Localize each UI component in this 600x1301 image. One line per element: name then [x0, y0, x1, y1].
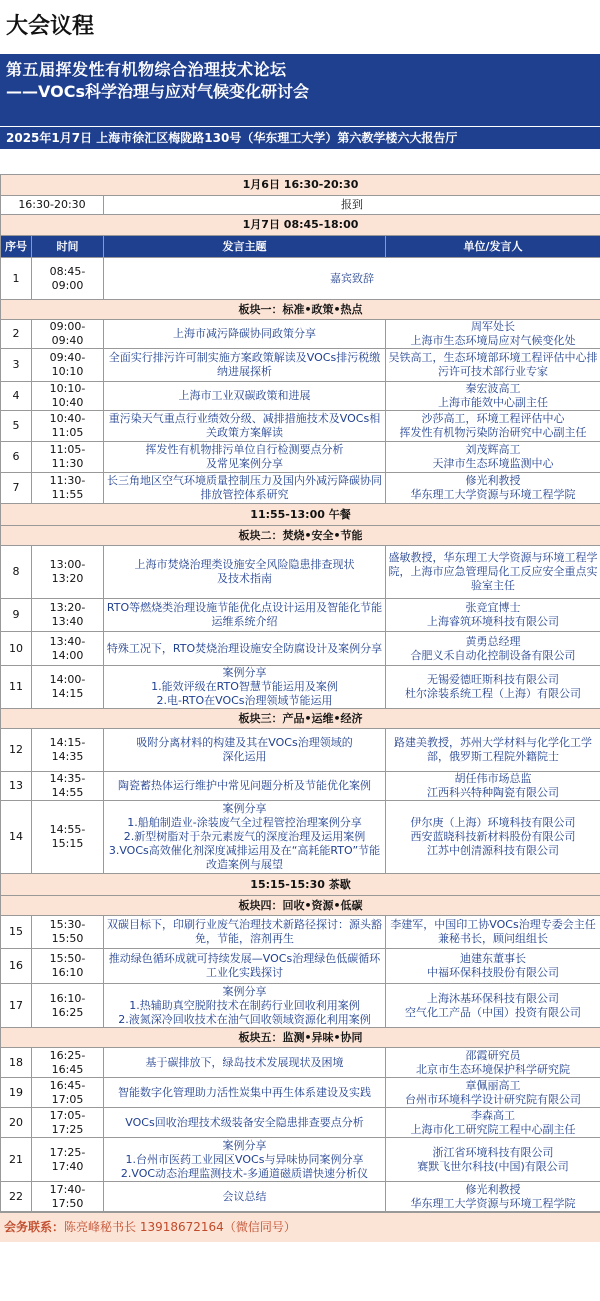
row-topic: 嘉宾致辞: [104, 258, 600, 300]
table-row: [1, 411, 600, 442]
row-speaker: 伊尔庚（上海）环境科技有限公司 西安蓝晓科技新材料股份有限公司 江苏中创清源科技有限公司: [386, 801, 600, 874]
row-topic: VOCs回收治理技术级装备安全隐患排查要点分析: [104, 1108, 386, 1138]
table-row: [1, 632, 600, 666]
header-no: 序号: [1, 236, 32, 258]
table-row: [1, 801, 600, 874]
row-no: 11: [1, 666, 32, 709]
row-speaker: 无锡爱德旺斯科技有限公司 杜尔涂装系统工程（上海）有限公司: [386, 666, 600, 709]
row-topic: 上海市焚烧治理类设施安全风险隐患排查现状 及技术指南: [104, 546, 386, 599]
row-topic: 案例分享 1.热辅助真空脱附技术在制药行业回收利用案例 2.液氮深冷回收技术在油气回收领域资源化利用案例: [104, 984, 386, 1028]
banner-title-2: ——VOCs科学治理与应对气候变化研讨会: [6, 82, 309, 101]
row-no: 18: [1, 1048, 32, 1078]
day1-row: [1, 175, 600, 196]
row-topic: 全面实行排污许可制实施方案政策解读及VOCs排污税缴纳进展探析: [104, 349, 386, 382]
row-time: 10:40-11:05: [32, 411, 104, 442]
row-no: 19: [1, 1078, 32, 1108]
row-speaker: 张竞宜博士 上海睿筑环境科技有限公司: [386, 599, 600, 632]
row-time: 15:30-15:50: [32, 916, 104, 949]
section-header: [1, 896, 600, 916]
header-topic: 发言主题: [104, 236, 386, 258]
row-no: 12: [1, 729, 32, 772]
row-speaker: 秦宏波高工 上海市能效中心副主任: [386, 382, 600, 411]
table-row: [1, 382, 600, 411]
table-row: [1, 442, 600, 473]
section-title: 板块四：回收•资源•低碳: [1, 896, 600, 916]
break-label: 11:55-13:00 午餐: [1, 504, 600, 526]
table-header: [1, 236, 600, 258]
section-title: 板块一：标准•政策•热点: [1, 300, 600, 320]
row-time: 14:35-14:55: [32, 772, 104, 801]
row-no: 16: [1, 949, 32, 984]
row-speaker: 刘茂辉高工 天津市生态环境监测中心: [386, 442, 600, 473]
row-speaker: 迪建东董事长 中福环保科技股份有限公司: [386, 949, 600, 984]
spacer: [0, 149, 600, 174]
row-no: 8: [1, 546, 32, 599]
row-time: 08:45-09:00: [32, 258, 104, 300]
row-topic: 长三角地区空气环境质量控制压力及国内外减污降碳协同排放管控体系研究: [104, 473, 386, 504]
header-speaker: 单位/发言人: [386, 236, 600, 258]
row-time: 11:05-11:30: [32, 442, 104, 473]
row-no: 4: [1, 382, 32, 411]
row-topic: 案例分享 1.台州市医药工业园区VOCs与异味协同案例分享 2.VOC动态治理监测技术-多通道磁质谱快速分析仪: [104, 1138, 386, 1182]
row-no: 6: [1, 442, 32, 473]
day2-row: [1, 215, 600, 236]
table-row: [1, 1078, 600, 1108]
row-topic: 上海市工业双碳政策和进展: [104, 382, 386, 411]
row-no: 20: [1, 1108, 32, 1138]
section-title: 板块五：监测•异味•协同: [1, 1028, 600, 1048]
opening-row: [1, 258, 600, 300]
footer-label: 会务联系：: [4, 1220, 65, 1234]
row-no: 21: [1, 1138, 32, 1182]
row-speaker: 沙莎高工，环境工程评估中心 挥发性有机物污染防治研究中心副主任: [386, 411, 600, 442]
row-time: 14:15-14:35: [32, 729, 104, 772]
row-topic: 案例分享 1.船舶制造业-涂装废气全过程管控治理案例分享 2.新型树脂对于杂元素废气的深度治理及运用案例 3.VOCs高效催化剂深度减排运用及在“高耗能RTO”节能改造案例与展望: [104, 801, 386, 874]
row-speaker: 胡任伟市场总监 江西科兴特种陶瓷有限公司: [386, 772, 600, 801]
row-speaker: 浙江省环境科技有限公司 赛默飞世尔科技(中国)有限公司: [386, 1138, 600, 1182]
banner-title-1: 第五届挥发性有机物综合治理技术论坛: [6, 60, 287, 79]
table-row: [1, 473, 600, 504]
table-row: [1, 949, 600, 984]
row-topic: 陶瓷蓄热体运行维护中常见问题分析及节能优化案例: [104, 772, 386, 801]
row-time: 13:40-14:00: [32, 632, 104, 666]
row-topic: 推动绿色循环成就可持续发展—VOCs治理绿色低碳循环工业化实践探讨: [104, 949, 386, 984]
row-time: 11:30-11:55: [32, 473, 104, 504]
row-no: 13: [1, 772, 32, 801]
row-topic: 吸附分离材料的构建及其在VOCs治理领域的 深化运用: [104, 729, 386, 772]
table-row: [1, 984, 600, 1028]
row-topic: 特殊工况下，RTO焚烧治理设施安全防腐设计及案例分享: [104, 632, 386, 666]
row-no: 7: [1, 473, 32, 504]
row-time: 10:10-10:40: [32, 382, 104, 411]
break-row: [1, 504, 600, 526]
row-no: 3: [1, 349, 32, 382]
row-speaker: 修光利教授 华东理工大学资源与环境工程学院: [386, 1182, 600, 1212]
registration-text: 报到: [104, 196, 600, 215]
row-no: 14: [1, 801, 32, 874]
registration-row: [1, 196, 600, 215]
table-row: [1, 772, 600, 801]
row-speaker: 修光利教授 华东理工大学资源与环境工程学院: [386, 473, 600, 504]
table-row: [1, 349, 600, 382]
banner: [0, 54, 600, 126]
row-speaker: 上海沐基环保科技有限公司 空气化工产品（中国）投资有限公司: [386, 984, 600, 1028]
table-row: [1, 1048, 600, 1078]
row-speaker: 黄勇总经理 合肥义禾自动化控制设备有限公司: [386, 632, 600, 666]
break-label: 15:15-15:30 茶歇: [1, 874, 600, 896]
row-speaker: 邵霞研究员 北京市生态环境保护科学研究院: [386, 1048, 600, 1078]
table-row: [1, 599, 600, 632]
row-speaker: 盛敏教授，华东理工大学资源与环境工程学院，上海市应急管理局化工反应安全重点实验室主任: [386, 546, 600, 599]
row-time: 13:20-13:40: [32, 599, 104, 632]
break-row: [1, 874, 600, 896]
table-row: [1, 1138, 600, 1182]
row-topic: 基于碳排放下，绿岛技术发展现状及困境: [104, 1048, 386, 1078]
table-row: [1, 666, 600, 709]
row-topic: RTO等燃烧类治理设施节能优化点设计运用及智能化节能运维系统介绍: [104, 599, 386, 632]
row-time: 16:25-16:45: [32, 1048, 104, 1078]
row-no: 5: [1, 411, 32, 442]
table-row: [1, 320, 600, 349]
section-header: [1, 1028, 600, 1048]
row-time: 14:55-15:15: [32, 801, 104, 874]
row-no: 17: [1, 984, 32, 1028]
row-speaker: 路建美教授，苏州大学材料与化学化工学部，俄罗斯工程院外籍院士: [386, 729, 600, 772]
day2-label: 1月7日 08:45-18:00: [1, 215, 600, 236]
row-topic: 双碳目标下，印刷行业废气治理技术新路径探讨：源头豁免，节能，溶剂再生: [104, 916, 386, 949]
section-title: 板块二：焚烧•安全•节能: [1, 526, 600, 546]
table-row: [1, 729, 600, 772]
table-row: [1, 1108, 600, 1138]
row-time: 17:25-17:40: [32, 1138, 104, 1182]
table-row: [1, 916, 600, 949]
row-speaker: 吴铁高工，生态环境部环境工程评估中心排污许可技术部行业专家: [386, 349, 600, 382]
section-header: [1, 300, 600, 320]
footer-contact: [0, 1212, 600, 1242]
section-header: [1, 709, 600, 729]
row-speaker: 周军处长 上海市生态环境局应对气候变化处: [386, 320, 600, 349]
row-no: 22: [1, 1182, 32, 1212]
row-topic: 会议总结: [104, 1182, 386, 1212]
section-header: [1, 526, 600, 546]
row-time: 14:00-14:15: [32, 666, 104, 709]
page-title: 大会议程: [6, 14, 95, 39]
row-time: 15:50-16:10: [32, 949, 104, 984]
row-time: 16:45-17:05: [32, 1078, 104, 1108]
row-speaker: 李建军，中国印工协VOCs治理专委会主任兼秘书长，顾问组组长: [386, 916, 600, 949]
table-row: [1, 1182, 600, 1212]
row-no: 9: [1, 599, 32, 632]
table-row: [1, 546, 600, 599]
footer-text: 陈亮峰秘书长 13918672164（微信同号）: [64, 1220, 296, 1234]
row-no: 1: [1, 258, 32, 300]
row-time: 09:00-09:40: [32, 320, 104, 349]
row-time: 09:40-10:10: [32, 349, 104, 382]
row-time: 17:05-17:25: [32, 1108, 104, 1138]
section-title: 板块三：产品•运维•经济: [1, 709, 600, 729]
header-time: 时间: [32, 236, 104, 258]
row-no: 2: [1, 320, 32, 349]
row-time: 17:40-17:50: [32, 1182, 104, 1212]
row-speaker: 章佩丽高工 台州市环境科学设计研究院有限公司: [386, 1078, 600, 1108]
row-speaker: 李森高工 上海市化工研究院工程中心副主任: [386, 1108, 600, 1138]
row-no: 10: [1, 632, 32, 666]
row-topic: 挥发性有机物排污单位自行检测要点分析 及常见案例分享: [104, 442, 386, 473]
row-no: 15: [1, 916, 32, 949]
row-topic: 案例分享 1.能效评级在RTO智慧节能运用及案例 2.电-RTO在VOCs治理领域节能运用: [104, 666, 386, 709]
row-time: 16:10-16:25: [32, 984, 104, 1028]
banner-subtitle: 2025年1月7日 上海市徐汇区梅陇路130号（华东理工大学）第六教学楼六大报告厅: [0, 126, 600, 149]
agenda-table: [0, 174, 600, 1212]
row-topic: 上海市减污降碳协同政策分享: [104, 320, 386, 349]
row-topic: 智能数字化管理助力活性炭集中再生体系建设及实践: [104, 1078, 386, 1108]
registration-time: 16:30-20:30: [1, 196, 104, 215]
row-topic: 重污染天气重点行业绩效分级、减排措施技术及VOCs相关政策方案解读: [104, 411, 386, 442]
row-time: 13:00-13:20: [32, 546, 104, 599]
day1-label: 1月6日 16:30-20:30: [1, 175, 600, 196]
